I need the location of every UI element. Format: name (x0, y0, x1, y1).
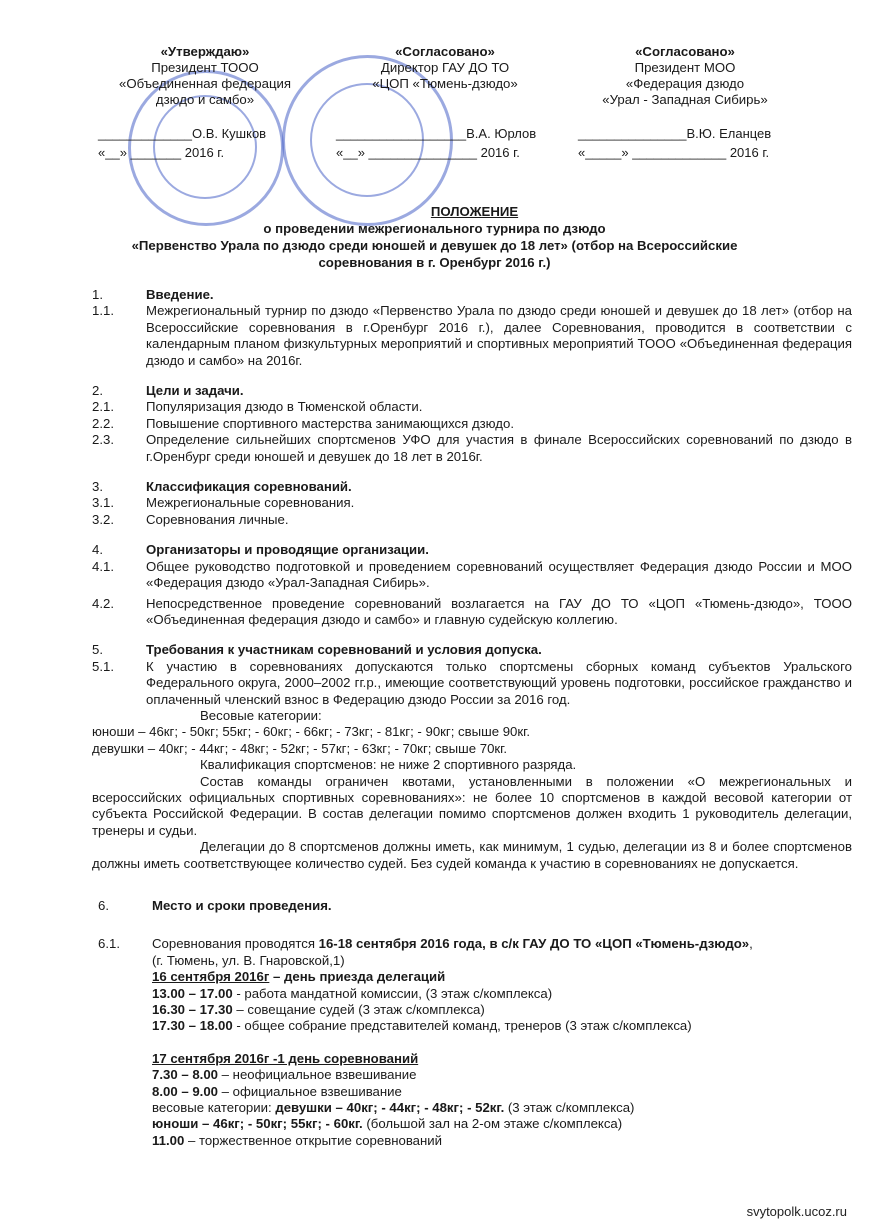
title-line4: соревнования в г. Оренбург 2016 г.) (318, 255, 551, 270)
approval-left-line1: Президент ТООО (151, 60, 259, 75)
day17-opening (92, 1133, 852, 1149)
day17-row-1 (92, 1067, 852, 1083)
approval-right-head: «Согласовано» (635, 44, 735, 59)
item-text: К участию в соревнованиях допускаются только спортсмены сборных команд субъектов Уральского Федерального округа, 2000–2002 гг.р., имеющие соответствующий уровень подготовки, российское гражданство и оплаченный членский взнос в Федерацию дзюдо России за 2016 год. (146, 658, 852, 707)
section-label: Введение. (146, 287, 214, 302)
section-label: Организаторы и проводящие организации. (146, 542, 429, 558)
site-watermark: svytopolk.ucoz.ru (746, 1204, 847, 1219)
weights-boys-place: (большой зал на 2-ом этаже с/комплекса) (362, 1116, 623, 1132)
approval-left-head: «Утверждаю» (160, 44, 250, 59)
day17-weights-boys (92, 1116, 852, 1132)
item-text: Общее руководство подготовкой и проведением соревнований осуществляет Федерация дзюдо России и МОО «Федерация дзюдо «Урал-Западная Сибирь». (146, 558, 852, 591)
day16-suffix: – день приезда делегаций (269, 969, 446, 985)
day17-weights-girls (92, 1100, 852, 1116)
schedule-time: 13.00 – 17.00 (152, 985, 233, 1001)
weights-pre: весовые категории: (152, 1100, 276, 1116)
title-line2: о проведении межрегионального турнира по дзюдо (263, 221, 606, 236)
item-text: Соревнования личные. (146, 511, 289, 527)
day16-row-2 (92, 1002, 852, 1018)
section-1-heading (92, 287, 852, 303)
approval-center (340, 44, 550, 92)
item-text: Повышение спортивного мастерства занимающихся дзюдо. (146, 415, 514, 431)
item-number: 4.2. (92, 595, 114, 611)
paragraph-3-1 (92, 495, 852, 511)
signature-left: _____________О.В. Кушков (98, 126, 267, 141)
item-number: 5.1. (92, 658, 114, 674)
team-composition: Состав команды ограничен квотами, установленными в положении «О межрегиональных и всероссийских официальных спортивных соревнованиях»: не более 10 спортсменов в каждой весовой категории от субъекта Российской Федерации. В состав делегации помимо спортсменов должен входить 1 руководитель делегации, тренеры и судьи. (92, 773, 852, 838)
approval-center-head: «Согласовано» (395, 44, 495, 59)
approval-right-line2: «Федерация дзюдо (625, 76, 745, 91)
paragraph-5-1 (92, 659, 852, 708)
weights-boys-list: юноши – 46кг; - 50кг; 55кг; - 60кг. (152, 1116, 363, 1132)
approval-center-line2: «ЦОП «Тюмень-дзюдо» (372, 76, 518, 91)
schedule-time: 17.30 – 18.00 (152, 1018, 233, 1034)
qualification: Квалификация спортсменов: не ниже 2 спортивного разряда. (200, 757, 577, 773)
schedule-text: – торжественное открытие соревнований (184, 1132, 443, 1148)
approval-right-line1: Президент МОО (634, 60, 736, 75)
item-number: 3.2. (92, 511, 114, 527)
section-4-heading (92, 542, 852, 558)
weights-girls-place: (3 этаж с/комплекса) (504, 1100, 635, 1116)
approval-left (100, 44, 310, 108)
venue-address: (г. Тюмень, ул. В. Гнаровской,1) (152, 952, 345, 968)
day16-heading (92, 969, 852, 985)
weights-girls: девушки – 40кг; - 44кг; - 48кг; - 52кг; - 57кг; - 63кг; - 70кг; свыше 70кг. (92, 740, 508, 756)
approval-right-line3: «Урал - Западная Сибирь» (602, 92, 768, 107)
weights-girls-list: девушки – 40кг; - 44кг; - 48кг; - 52кг. (275, 1100, 505, 1116)
section-label: Классификация соревнований. (146, 479, 352, 495)
section-3-heading (92, 479, 852, 495)
section-number: 6. (98, 898, 109, 913)
item-text: Межрегиональный турнир по дзюдо «Первенство Урала по дзюдо среди юношей и девушек до 18 лет» (отбор на Всероссийские соревнования в г.Оренбург 2016 г.), далее Соревнования, проводится в соответствии с календарным планом физкультурных мероприятий и спортивных мероприятий ТООО «Объединенная федерация дзюдо и самбо» на 2016г. (146, 303, 852, 368)
venue-pre: Соревнования проводятся (152, 936, 319, 952)
schedule-time: 8.00 – 9.00 (152, 1083, 218, 1099)
item-text: Непосредственное проведение соревнований возлагается на ГАУ ДО ТО «ЦОП «Тюмень-дзюдо», ТООО «Объединенная федерация дзюдо и самбо» и главную судейскую коллегию. (146, 595, 852, 627)
approval-center-line1: Директор ГАУ ДО ТО (380, 60, 510, 75)
paragraph-2-3 (92, 432, 852, 465)
title-line3: «Первенство Урала по дзюдо среди юношей и девушек до 18 лет» (отбор на Всероссийские (131, 238, 738, 253)
day16-row-3 (92, 1018, 852, 1034)
section-6-heading (92, 898, 852, 914)
paragraph-6-1 (92, 936, 852, 952)
signature-center: __________________В.А. Юрлов (336, 126, 537, 141)
section-label: Требования к участникам соревнований и условия допуска. (146, 642, 542, 658)
venue-post: , (749, 936, 753, 952)
signature-right: _______________В.Ю. Еланцев (578, 126, 772, 141)
day17-title: 17 сентября 2016г -1 день соревнований (152, 1050, 419, 1066)
section-number: 5. (92, 642, 103, 658)
section-number: 3. (92, 479, 103, 495)
weights-boys: юноши – 46кг; - 50кг; 55кг; - 60кг; - 66кг; - 73кг; - 81кг; - 90кг; свыше 90кг. (92, 724, 531, 740)
schedule-text: - общее собрание представителей команд, тренеров (3 этаж с/комплекса) (232, 1018, 692, 1034)
document-body (92, 287, 852, 1149)
approval-left-line2: «Объединенная федерация (118, 76, 292, 91)
paragraph-4-1 (92, 559, 852, 592)
weights-title: Весовые категории: (200, 707, 322, 723)
paragraph-2-2 (92, 416, 852, 432)
day17-row-2 (92, 1084, 852, 1100)
item-number: 4.1. (92, 558, 114, 574)
day16-row-1 (92, 986, 852, 1002)
paragraph-3-2 (92, 512, 852, 528)
item-text: Популяризация дзюдо в Тюменской области. (146, 399, 423, 415)
item-number: 2.1. (92, 399, 114, 415)
section-5-heading (92, 642, 852, 658)
section-number: 2. (92, 383, 103, 399)
date-left: «__» _______ 2016 г. (98, 145, 225, 160)
schedule-time: 7.30 – 8.00 (152, 1067, 218, 1083)
schedule-text: – официальное взвешивание (218, 1083, 402, 1099)
approval-left-line3: дзюдо и самбо» (155, 92, 255, 107)
judges-requirement: Делегации до 8 спортсменов должны иметь, как минимум, 1 судью, делегации из 8 и более спортсменов должны иметь соответствующее количество судей. Без судей команда к участию в соревнованиях не допускается. (92, 839, 852, 871)
date-center: «__» _______________ 2016 г. (336, 145, 520, 160)
section-2-heading (92, 383, 852, 399)
schedule-text: – совещание судей (3 этаж с/комплекса) (232, 1002, 485, 1018)
schedule-text: – неофициальное взвешивание (218, 1067, 417, 1083)
document-title (0, 203, 869, 271)
item-number: 3.1. (92, 495, 114, 511)
paragraph-4-2 (92, 596, 852, 629)
section-label: Место и сроки проведения. (152, 898, 332, 913)
schedule-time: 11.00 (152, 1132, 185, 1148)
title-polozhenie: ПОЛОЖЕНИЕ (430, 204, 519, 219)
section-number: 4. (92, 542, 103, 558)
section-number: 1. (92, 287, 103, 302)
venue-name: в с/к ГАУ ДО ТО «ЦОП «Тюмень-дзюдо» (485, 936, 750, 952)
item-number: 2.3. (92, 432, 114, 448)
paragraph-2-1 (92, 399, 852, 415)
item-text: Определение сильнейших спортсменов УФО для участия в финале Всероссийских соревнований по дзюдо в г.Оренбург среди юношей и девушек до 18 лет в 2016г. (146, 432, 852, 464)
schedule-time: 16.30 – 17.30 (152, 1002, 233, 1018)
day17-heading (92, 1051, 852, 1067)
approval-right (575, 44, 795, 108)
paragraph-1-1 (92, 303, 852, 369)
item-text: Межрегиональные соревнования. (146, 495, 355, 511)
item-number: 2.2. (92, 415, 114, 431)
item-text (152, 936, 852, 952)
item-number: 1.1. (92, 303, 114, 319)
section-label: Цели и задачи. (146, 383, 244, 399)
day16-date: 16 сентября 2016г (152, 969, 270, 985)
schedule-text: - работа мандатной комиссии, (3 этаж с/комплекса) (232, 985, 553, 1001)
venue-dates: 16-18 сентября 2016 года, (318, 936, 486, 952)
date-right: «_____» _____________ 2016 г. (578, 145, 770, 160)
item-number: 6.1. (98, 936, 120, 952)
